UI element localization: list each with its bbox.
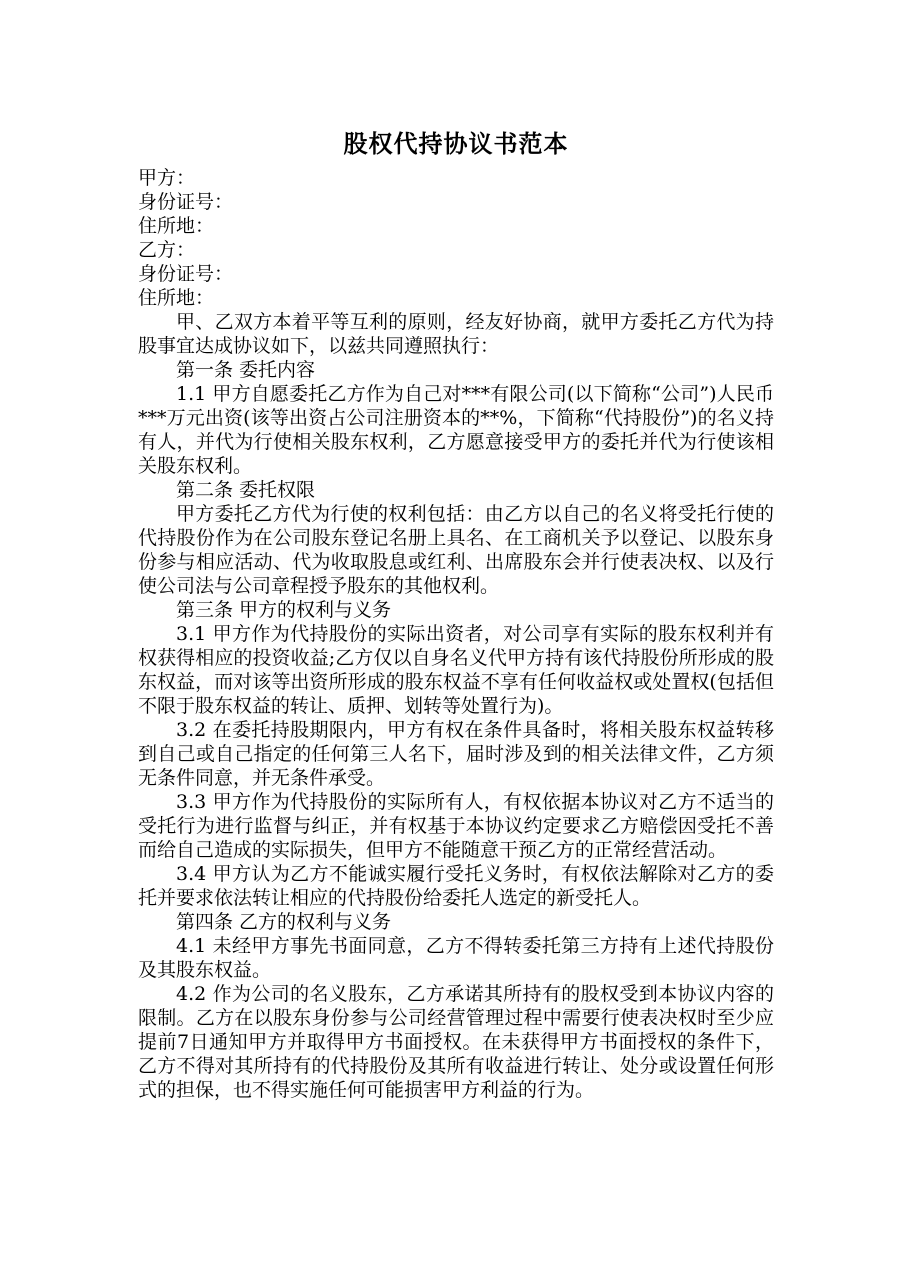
party-a-label: 甲方： — [138, 167, 196, 189]
party-b-id-label: 身份证号： — [138, 263, 234, 285]
party-a-address-label: 住所地： — [138, 215, 215, 237]
clause-1-1: 1.1 甲方自愿委托乙方作为自己对***有限公司(以下简称“公司”)人民币***万元出资(该等出资占公司注册资本的**%，下简称“代持股份”)的名义持有人，并代为行使相关股东权利，乙方愿意接受甲方的委托并代为行使该相关股东权利。 — [138, 383, 774, 477]
document-title: 股权代持协议书范本 — [343, 130, 569, 158]
clause-3-3: 3.3 甲方作为代持股份的实际所有人，有权依据本协议对乙方不适当的受托行为进行监督与纠正，并有权基于本协议约定要求乙方赔偿因受托不善而给自己造成的实际损失，但甲方不能随意干预乙方的正常经营活动。 — [138, 791, 774, 861]
clause-3-4: 3.4 甲方认为乙方不能诚实履行受托义务时，有权依法解除对乙方的委托并要求依法转让相应的代持股份给委托人选定的新受托人。 — [138, 863, 774, 909]
article-4-heading: 第四条 乙方的权利与义务 — [176, 911, 392, 933]
clause-4-2: 4.2 作为公司的名义股东，乙方承诺其所持有的股权受到本协议内容的限制。乙方在以股东身份参与公司经营管理过程中需要行使表决权时至少应提前7日通知甲方并取得甲方书面授权。在未获得甲方书面授权的条件下，乙方不得对其所持有的代持股份及其所有收益进行转让、处分或设置任何形式的担保，也不得实施任何可能损害甲方利益的行为。 — [138, 983, 774, 1101]
article-1-heading: 第一条 委托内容 — [176, 359, 316, 381]
party-b-address-label: 住所地： — [138, 287, 215, 309]
clause-3-2: 3.2 在委托持股期限内，甲方有权在条件具备时，将相关股东权益转移到自己或自己指定的任何第三人名下，届时涉及到的相关法律文件，乙方须无条件同意，并无条件承受。 — [138, 719, 774, 789]
clause-2: 甲方委托乙方代为行使的权利包括：由乙方以自己的名义将受托行使的代持股份作为在公司股东登记名册上具名、在工商机关予以登记、以股东身份参与相应活动、代为收取股息或红利、出席股东会并行使表决权、以及行使公司法与公司章程授予股东的其他权利。 — [138, 503, 774, 597]
party-b-label: 乙方： — [138, 239, 196, 261]
party-a-id-label: 身份证号： — [138, 191, 234, 213]
intro-paragraph: 甲、乙双方本着平等互利的原则，经友好协商，就甲方委托乙方代为持股事宜达成协议如下，以兹共同遵照执行： — [138, 311, 774, 357]
document-page — [138, 126, 774, 1102]
article-3-heading: 第三条 甲方的权利与义务 — [176, 599, 392, 621]
article-2-heading: 第二条 委托权限 — [176, 479, 316, 501]
clause-4-1: 4.1 未经甲方事先书面同意，乙方不得转委托第三方持有上述代持股份及其股东权益。 — [138, 935, 774, 981]
clause-3-1: 3.1 甲方作为代持股份的实际出资者，对公司享有实际的股东权利并有权获得相应的投资收益;乙方仅以自身名义代甲方持有该代持股份所形成的股东权益，而对该等出资所形成的股东权益不享有任何收益权或处置权(包括但不限于股东权益的转让、质押、划转等处置行为)。 — [138, 623, 774, 717]
